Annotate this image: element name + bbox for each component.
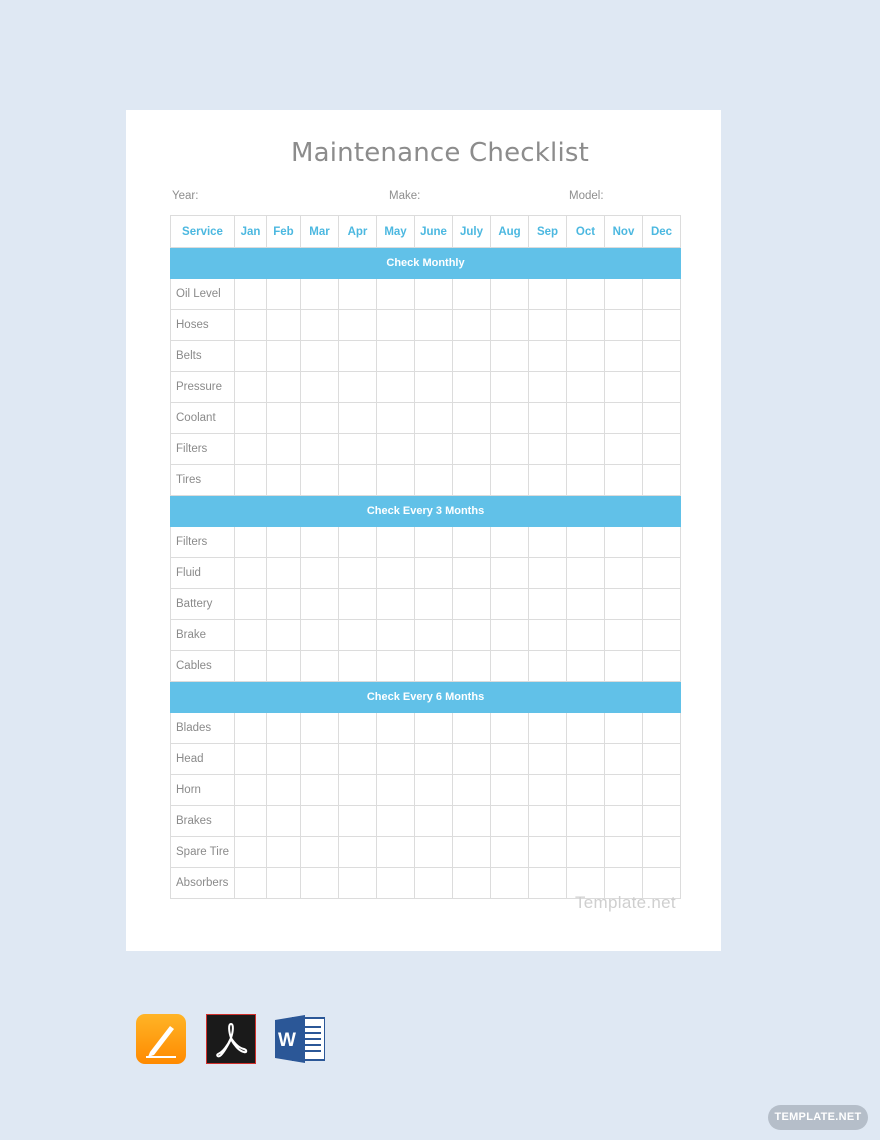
check-cell[interactable] — [235, 279, 267, 310]
check-cell[interactable] — [339, 775, 377, 806]
check-cell[interactable] — [301, 620, 339, 651]
check-cell[interactable] — [605, 310, 643, 341]
column-header-month: July — [453, 216, 491, 248]
check-cell[interactable] — [235, 837, 267, 868]
check-cell[interactable] — [643, 403, 681, 434]
check-cell[interactable] — [605, 589, 643, 620]
table-row — [171, 713, 681, 744]
table-row — [171, 744, 681, 775]
check-cell[interactable] — [339, 341, 377, 372]
check-cell[interactable] — [567, 434, 605, 465]
check-cell[interactable] — [301, 744, 339, 775]
check-cell[interactable] — [339, 372, 377, 403]
check-cell[interactable] — [453, 527, 491, 558]
check-cell[interactable] — [491, 620, 529, 651]
check-cell[interactable] — [453, 558, 491, 589]
check-cell[interactable] — [377, 372, 415, 403]
check-cell[interactable] — [339, 651, 377, 682]
table-row — [171, 837, 681, 868]
check-cell[interactable] — [377, 558, 415, 589]
table-row — [171, 806, 681, 837]
check-cell[interactable] — [235, 372, 267, 403]
check-cell[interactable] — [301, 868, 339, 899]
check-cell[interactable] — [643, 713, 681, 744]
check-cell[interactable] — [529, 744, 567, 775]
check-cell[interactable] — [453, 310, 491, 341]
check-cell[interactable] — [339, 806, 377, 837]
check-cell[interactable] — [267, 620, 301, 651]
check-cell[interactable] — [643, 744, 681, 775]
year-label: Year: — [172, 190, 199, 202]
check-cell[interactable] — [267, 589, 301, 620]
column-header-month: Mar — [301, 216, 339, 248]
check-cell[interactable] — [529, 837, 567, 868]
check-cell[interactable] — [301, 403, 339, 434]
check-cell[interactable] — [605, 558, 643, 589]
check-cell[interactable] — [267, 775, 301, 806]
table-row — [171, 651, 681, 682]
check-cell[interactable] — [453, 465, 491, 496]
check-cell[interactable] — [491, 341, 529, 372]
section-header-row — [171, 496, 681, 527]
table-row — [171, 434, 681, 465]
check-cell[interactable] — [301, 589, 339, 620]
check-cell[interactable] — [235, 465, 267, 496]
service-label: Brakes — [171, 806, 235, 837]
check-cell[interactable] — [339, 310, 377, 341]
check-cell[interactable] — [377, 837, 415, 868]
check-cell[interactable] — [529, 775, 567, 806]
check-cell[interactable] — [643, 527, 681, 558]
section-title: Check Every 6 Months — [171, 682, 681, 713]
check-cell[interactable] — [377, 434, 415, 465]
check-cell[interactable] — [643, 310, 681, 341]
check-cell[interactable] — [491, 775, 529, 806]
check-cell[interactable] — [415, 527, 453, 558]
check-cell[interactable] — [453, 589, 491, 620]
check-cell[interactable] — [529, 589, 567, 620]
check-cell[interactable] — [491, 434, 529, 465]
check-cell[interactable] — [339, 465, 377, 496]
check-cell[interactable] — [643, 620, 681, 651]
check-cell[interactable] — [643, 837, 681, 868]
word-icon-letter: W — [278, 1030, 296, 1051]
column-header-month: May — [377, 216, 415, 248]
service-label: Head — [171, 744, 235, 775]
service-label: Belts — [171, 341, 235, 372]
check-cell[interactable] — [605, 775, 643, 806]
table-row — [171, 341, 681, 372]
check-cell[interactable] — [643, 372, 681, 403]
check-cell[interactable] — [415, 775, 453, 806]
check-cell[interactable] — [267, 868, 301, 899]
table-row — [171, 620, 681, 651]
check-cell[interactable] — [491, 837, 529, 868]
check-cell[interactable] — [267, 558, 301, 589]
check-cell[interactable] — [301, 310, 339, 341]
check-cell[interactable] — [529, 558, 567, 589]
check-cell[interactable] — [491, 310, 529, 341]
check-cell[interactable] — [235, 589, 267, 620]
check-cell[interactable] — [235, 434, 267, 465]
check-cell[interactable] — [643, 279, 681, 310]
check-cell[interactable] — [567, 310, 605, 341]
check-cell[interactable] — [377, 527, 415, 558]
check-cell[interactable] — [453, 434, 491, 465]
check-cell[interactable] — [267, 527, 301, 558]
check-cell[interactable] — [301, 775, 339, 806]
check-cell[interactable] — [415, 279, 453, 310]
check-cell[interactable] — [643, 775, 681, 806]
check-cell[interactable] — [415, 434, 453, 465]
check-cell[interactable] — [491, 651, 529, 682]
check-cell[interactable] — [235, 868, 267, 899]
check-cell[interactable] — [567, 744, 605, 775]
check-cell[interactable] — [377, 775, 415, 806]
checklist-table — [170, 215, 681, 899]
check-cell[interactable] — [415, 868, 453, 899]
check-cell[interactable] — [377, 310, 415, 341]
check-cell[interactable] — [605, 837, 643, 868]
check-cell[interactable] — [643, 806, 681, 837]
check-cell[interactable] — [605, 651, 643, 682]
check-cell[interactable] — [491, 806, 529, 837]
service-label: Oil Level — [171, 279, 235, 310]
check-cell[interactable] — [491, 713, 529, 744]
check-cell[interactable] — [235, 310, 267, 341]
table-row — [171, 403, 681, 434]
column-header-month: Nov — [605, 216, 643, 248]
check-cell[interactable] — [453, 868, 491, 899]
check-cell[interactable] — [301, 465, 339, 496]
check-cell[interactable] — [339, 403, 377, 434]
check-cell[interactable] — [567, 372, 605, 403]
check-cell[interactable] — [415, 465, 453, 496]
check-cell[interactable] — [453, 651, 491, 682]
check-cell[interactable] — [377, 713, 415, 744]
service-label: Pressure — [171, 372, 235, 403]
check-cell[interactable] — [267, 279, 301, 310]
check-cell[interactable] — [267, 806, 301, 837]
table-row — [171, 465, 681, 496]
check-cell[interactable] — [235, 527, 267, 558]
check-cell[interactable] — [377, 465, 415, 496]
check-cell[interactable] — [267, 744, 301, 775]
page-title: Maintenance Checklist — [290, 138, 590, 168]
check-cell[interactable] — [339, 279, 377, 310]
check-cell[interactable] — [415, 372, 453, 403]
watermark: Template.net — [575, 893, 676, 912]
table-row — [171, 372, 681, 403]
section-header-row — [171, 682, 681, 713]
service-label: Battery — [171, 589, 235, 620]
model-label: Model: — [569, 190, 604, 202]
check-cell[interactable] — [491, 744, 529, 775]
check-cell[interactable] — [301, 527, 339, 558]
check-cell[interactable] — [301, 651, 339, 682]
table-row — [171, 589, 681, 620]
check-cell[interactable] — [377, 806, 415, 837]
service-label: Fluid — [171, 558, 235, 589]
check-cell[interactable] — [415, 837, 453, 868]
check-cell[interactable] — [529, 465, 567, 496]
make-label: Make: — [389, 190, 421, 202]
check-cell[interactable] — [605, 279, 643, 310]
table-row — [171, 279, 681, 310]
check-cell[interactable] — [301, 279, 339, 310]
column-header-month: Sep — [529, 216, 567, 248]
check-cell[interactable] — [605, 527, 643, 558]
check-cell[interactable] — [453, 403, 491, 434]
check-cell[interactable] — [301, 372, 339, 403]
check-cell[interactable] — [491, 868, 529, 899]
check-cell[interactable] — [235, 775, 267, 806]
check-cell[interactable] — [491, 589, 529, 620]
check-cell[interactable] — [301, 837, 339, 868]
check-cell[interactable] — [529, 868, 567, 899]
check-cell[interactable] — [643, 589, 681, 620]
check-cell[interactable] — [301, 341, 339, 372]
check-cell[interactable] — [605, 806, 643, 837]
check-cell[interactable] — [415, 403, 453, 434]
service-label: Brake — [171, 620, 235, 651]
check-cell[interactable] — [567, 341, 605, 372]
service-label: Filters — [171, 527, 235, 558]
check-cell[interactable] — [267, 651, 301, 682]
service-label: Spare Tire — [171, 837, 235, 868]
table-row — [171, 310, 681, 341]
check-cell[interactable] — [267, 713, 301, 744]
check-cell[interactable] — [377, 403, 415, 434]
check-cell[interactable] — [235, 341, 267, 372]
check-cell[interactable] — [377, 620, 415, 651]
check-cell[interactable] — [301, 713, 339, 744]
check-cell[interactable] — [491, 558, 529, 589]
check-cell[interactable] — [377, 651, 415, 682]
check-cell[interactable] — [301, 434, 339, 465]
check-cell[interactable] — [529, 310, 567, 341]
check-cell[interactable] — [491, 279, 529, 310]
acrobat-icon[interactable] — [206, 1014, 256, 1064]
check-cell[interactable] — [339, 558, 377, 589]
check-cell[interactable] — [529, 806, 567, 837]
check-cell[interactable] — [453, 620, 491, 651]
check-cell[interactable] — [267, 403, 301, 434]
check-cell[interactable] — [415, 651, 453, 682]
column-header-month: Apr — [339, 216, 377, 248]
column-header-month: Aug — [491, 216, 529, 248]
check-cell[interactable] — [267, 465, 301, 496]
check-cell[interactable] — [453, 279, 491, 310]
check-cell[interactable] — [605, 403, 643, 434]
check-cell[interactable] — [491, 465, 529, 496]
column-header-month: June — [415, 216, 453, 248]
check-cell[interactable] — [529, 651, 567, 682]
check-cell[interactable] — [567, 775, 605, 806]
check-cell[interactable] — [415, 558, 453, 589]
check-cell[interactable] — [643, 434, 681, 465]
check-cell[interactable] — [377, 589, 415, 620]
section-title: Check Every 3 Months — [171, 496, 681, 527]
check-cell[interactable] — [529, 527, 567, 558]
check-cell[interactable] — [339, 713, 377, 744]
check-cell[interactable] — [529, 341, 567, 372]
check-cell[interactable] — [267, 310, 301, 341]
check-cell[interactable] — [567, 403, 605, 434]
check-cell[interactable] — [415, 589, 453, 620]
check-cell[interactable] — [605, 713, 643, 744]
section-title: Check Monthly — [171, 248, 681, 279]
check-cell[interactable] — [267, 341, 301, 372]
check-cell[interactable] — [567, 620, 605, 651]
check-cell[interactable] — [567, 527, 605, 558]
check-cell[interactable] — [301, 558, 339, 589]
check-cell[interactable] — [339, 527, 377, 558]
check-cell[interactable] — [567, 465, 605, 496]
check-cell[interactable] — [235, 713, 267, 744]
service-label: Coolant — [171, 403, 235, 434]
check-cell[interactable] — [235, 744, 267, 775]
check-cell[interactable] — [453, 372, 491, 403]
check-cell[interactable] — [643, 465, 681, 496]
check-cell[interactable] — [491, 527, 529, 558]
pages-icon[interactable] — [136, 1014, 186, 1064]
check-cell[interactable] — [377, 279, 415, 310]
check-cell[interactable] — [377, 868, 415, 899]
check-cell[interactable] — [567, 589, 605, 620]
check-cell[interactable] — [235, 620, 267, 651]
check-cell[interactable] — [415, 713, 453, 744]
section-header-row — [171, 248, 681, 279]
check-cell[interactable] — [453, 837, 491, 868]
check-cell[interactable] — [529, 279, 567, 310]
check-cell[interactable] — [605, 465, 643, 496]
check-cell[interactable] — [491, 372, 529, 403]
check-cell[interactable] — [529, 403, 567, 434]
check-cell[interactable] — [605, 341, 643, 372]
check-cell[interactable] — [567, 558, 605, 589]
check-cell[interactable] — [529, 434, 567, 465]
table-row — [171, 527, 681, 558]
check-cell[interactable] — [415, 620, 453, 651]
check-cell[interactable] — [643, 558, 681, 589]
check-cell[interactable] — [567, 713, 605, 744]
check-cell[interactable] — [377, 744, 415, 775]
check-cell[interactable] — [605, 434, 643, 465]
table-row — [171, 558, 681, 589]
check-cell[interactable] — [567, 651, 605, 682]
check-cell[interactable] — [415, 744, 453, 775]
check-cell[interactable] — [339, 744, 377, 775]
check-cell[interactable] — [235, 651, 267, 682]
check-cell[interactable] — [267, 837, 301, 868]
check-cell[interactable] — [453, 775, 491, 806]
check-cell[interactable] — [453, 713, 491, 744]
check-cell[interactable] — [415, 310, 453, 341]
check-cell[interactable] — [643, 651, 681, 682]
template-net-badge[interactable]: TEMPLATE.NET — [768, 1105, 868, 1130]
check-cell[interactable] — [491, 403, 529, 434]
check-cell[interactable] — [235, 558, 267, 589]
check-cell[interactable] — [605, 620, 643, 651]
check-cell[interactable] — [415, 806, 453, 837]
check-cell[interactable] — [453, 806, 491, 837]
check-cell[interactable] — [567, 806, 605, 837]
service-label: Horn — [171, 775, 235, 806]
check-cell[interactable] — [453, 744, 491, 775]
check-cell[interactable] — [529, 372, 567, 403]
service-label: Hoses — [171, 310, 235, 341]
check-cell[interactable] — [529, 713, 567, 744]
check-cell[interactable] — [339, 868, 377, 899]
check-cell[interactable] — [235, 806, 267, 837]
check-cell[interactable] — [339, 434, 377, 465]
check-cell[interactable] — [605, 744, 643, 775]
check-cell[interactable] — [453, 341, 491, 372]
service-label: Absorbers — [171, 868, 235, 899]
table-row — [171, 775, 681, 806]
check-cell[interactable] — [267, 372, 301, 403]
check-cell[interactable] — [567, 837, 605, 868]
check-cell[interactable] — [377, 341, 415, 372]
check-cell[interactable] — [339, 620, 377, 651]
service-label: Filters — [171, 434, 235, 465]
service-label: Blades — [171, 713, 235, 744]
check-cell[interactable] — [267, 434, 301, 465]
column-header-month: Dec — [643, 216, 681, 248]
check-cell[interactable] — [567, 279, 605, 310]
table-header-row — [171, 216, 681, 248]
service-label: Cables — [171, 651, 235, 682]
column-header-service: Service — [171, 216, 235, 248]
column-header-month: Jan — [235, 216, 267, 248]
check-cell[interactable] — [235, 403, 267, 434]
service-label: Tires — [171, 465, 235, 496]
check-cell[interactable] — [339, 589, 377, 620]
check-cell[interactable] — [301, 806, 339, 837]
check-cell[interactable] — [643, 341, 681, 372]
check-cell[interactable] — [605, 372, 643, 403]
check-cell[interactable] — [415, 341, 453, 372]
check-cell[interactable] — [529, 620, 567, 651]
word-icon[interactable] — [275, 1014, 325, 1064]
check-cell[interactable] — [339, 837, 377, 868]
column-header-month: Feb — [267, 216, 301, 248]
column-header-month: Oct — [567, 216, 605, 248]
